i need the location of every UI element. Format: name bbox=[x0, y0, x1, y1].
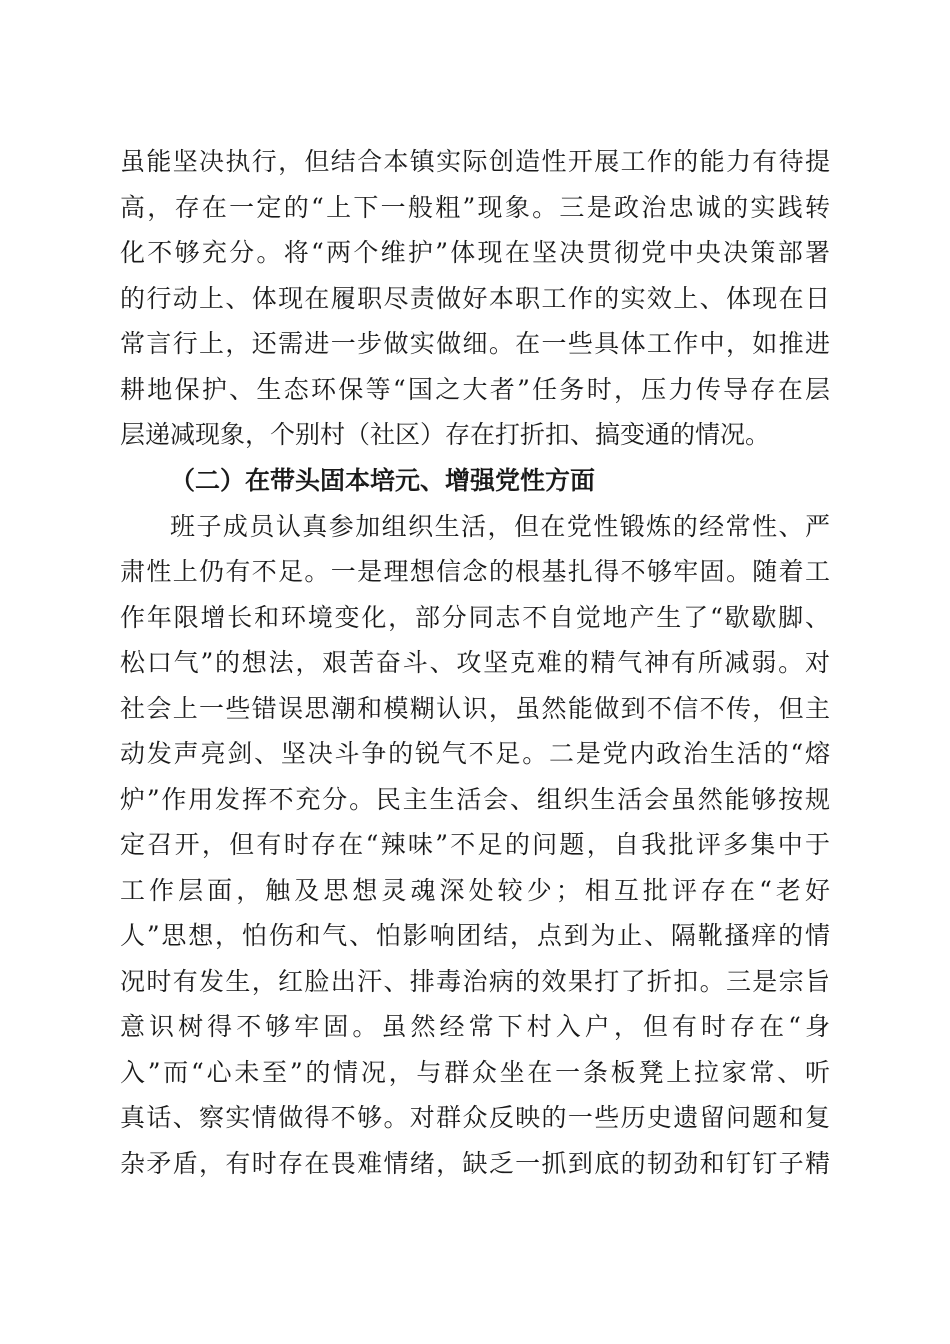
section-two bbox=[120, 458, 830, 1186]
text-line: 真话、察实情做得不够。对群众反映的一些历史遗留问题和复 bbox=[120, 1103, 830, 1132]
text-line: 杂矛盾，有时存在畏难情绪，缺乏一抓到底的韧劲和钉钉子精 bbox=[120, 1148, 830, 1178]
section-heading: （二）在带头固本培元、增强党性方面 bbox=[170, 466, 596, 495]
text-line: 班子成员认真参加组织生活，但在党性锻炼的经常性、严 bbox=[170, 511, 830, 541]
text-line: 工作层面，触及思想灵魂深处较少；相互批评存在“老好 bbox=[120, 875, 830, 905]
text-line: 况时有发生，红脸出汗、排毒治病的效果打了折扣。三是宗旨 bbox=[120, 966, 830, 996]
text-line: 层递减现象，个别村（社区）存在打折扣、搞变通的情况。 bbox=[120, 420, 771, 449]
text-line: 定召开，但有时存在“辣味”不足的问题，自我批评多集中于 bbox=[120, 830, 830, 859]
text-line: 松口气”的想法，艰苦奋斗、攻坚克难的精气神有所减弱。对 bbox=[120, 648, 830, 677]
text-line: 虽能坚决执行，但结合本镇实际创造性开展工作的能力有待提 bbox=[120, 147, 830, 176]
paragraph-continued bbox=[120, 139, 830, 458]
text-line: 社会上一些错误思潮和模糊认识，虽然能做到不信不传，但主 bbox=[120, 693, 830, 723]
text-line: 人”思想，怕伤和气、怕影响团结，点到为止、隔靴搔痒的情 bbox=[120, 921, 830, 950]
text-line: 炉”作用发挥不充分。民主生活会、组织生活会虽然能够按规 bbox=[120, 784, 830, 814]
text-line: 的行动上、体现在履职尽责做好本职工作的实效上、体现在日 bbox=[120, 283, 830, 313]
text-line: 化不够充分。将“两个维护”体现在坚决贯彻党中央决策部署 bbox=[120, 238, 830, 267]
text-line: 意识树得不够牢固。虽然经常下村入户，但有时存在“身 bbox=[120, 1012, 830, 1041]
text-line: 高，存在一定的“上下一般粗”现象。三是政治忠诚的实践转 bbox=[120, 192, 830, 222]
text-line: 作年限增长和环境变化，部分同志不自觉地产生了“歇歇脚、 bbox=[120, 602, 830, 632]
text-line: 常言行上，还需进一步做实做细。在一些具体工作中，如推进 bbox=[120, 329, 830, 358]
text-line: 入”而“心未至”的情况，与群众坐在一条板凳上拉家常、听 bbox=[120, 1057, 830, 1087]
text-line: 耕地保护、生态环保等“国之大者”任务时，压力传导存在层 bbox=[120, 374, 830, 404]
text-line: 肃性上仍有不足。一是理想信念的根基扎得不够牢固。随着工 bbox=[120, 557, 830, 586]
text-line: 动发声亮剑、坚决斗争的锐气不足。二是党内政治生活的“熔 bbox=[120, 739, 830, 768]
